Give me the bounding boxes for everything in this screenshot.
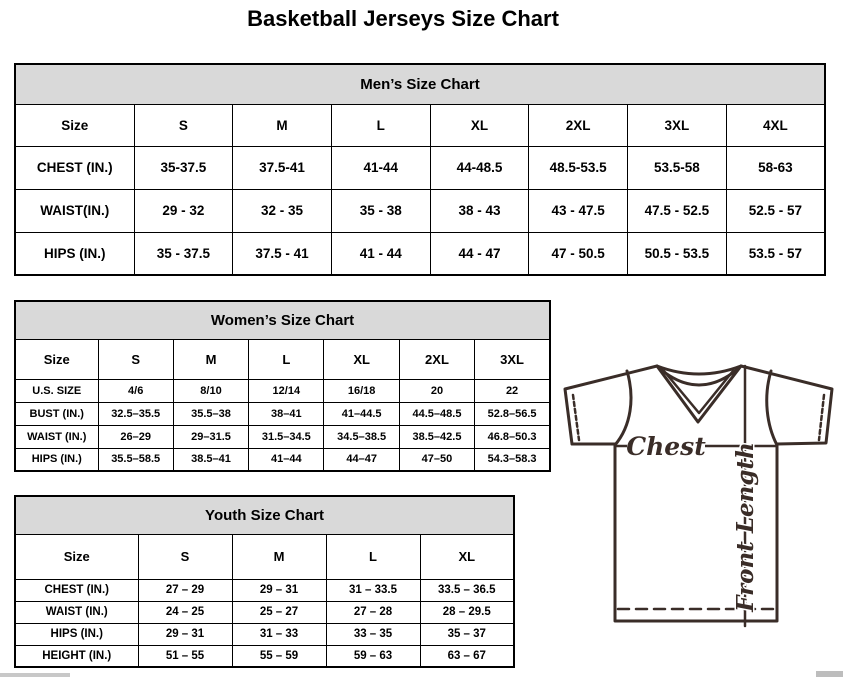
column-header-cell: 4XL bbox=[726, 104, 825, 146]
column-header-cell: XL bbox=[420, 534, 514, 579]
value-cell: 12/14 bbox=[249, 379, 324, 402]
value-cell: 29–31.5 bbox=[173, 425, 248, 448]
value-cell: 58-63 bbox=[726, 146, 825, 189]
value-cell: 38 - 43 bbox=[430, 189, 529, 232]
column-header-cell: Size bbox=[15, 104, 134, 146]
row-label-cell: U.S. SIZE bbox=[15, 379, 98, 402]
value-cell: 20 bbox=[399, 379, 474, 402]
value-cell: 35-37.5 bbox=[134, 146, 233, 189]
value-cell: 53.5 - 57 bbox=[726, 232, 825, 275]
row-label-cell: HIPS (IN.) bbox=[15, 623, 138, 645]
column-header-cell: Size bbox=[15, 534, 138, 579]
value-cell: 35 - 37.5 bbox=[134, 232, 233, 275]
value-cell: 38–41 bbox=[249, 402, 324, 425]
column-header-cell: 2XL bbox=[529, 104, 628, 146]
table-title-band: Men’s Size Chart bbox=[15, 64, 825, 104]
value-cell: 34.5–38.5 bbox=[324, 425, 399, 448]
value-cell: 55 – 59 bbox=[232, 645, 326, 667]
value-cell: 41–44 bbox=[249, 448, 324, 471]
value-cell: 32 - 35 bbox=[233, 189, 332, 232]
value-cell: 63 – 67 bbox=[420, 645, 514, 667]
value-cell: 38.5–41 bbox=[173, 448, 248, 471]
value-cell: 31.5–34.5 bbox=[249, 425, 324, 448]
value-cell: 16/18 bbox=[324, 379, 399, 402]
value-cell: 27 – 29 bbox=[138, 579, 232, 601]
value-cell: 44–47 bbox=[324, 448, 399, 471]
value-cell: 41–44.5 bbox=[324, 402, 399, 425]
value-cell: 35.5–38 bbox=[173, 402, 248, 425]
row-label-cell: HEIGHT (IN.) bbox=[15, 645, 138, 667]
page-title: Basketball Jerseys Size Chart bbox=[247, 6, 559, 31]
value-cell: 33.5 – 36.5 bbox=[420, 579, 514, 601]
value-cell: 44.5–48.5 bbox=[399, 402, 474, 425]
value-cell: 27 – 28 bbox=[326, 601, 420, 623]
jersey-outline bbox=[565, 366, 832, 621]
youth-size-table bbox=[14, 495, 515, 668]
chest-label: Chest bbox=[626, 432, 706, 461]
jersey-diagram bbox=[555, 358, 843, 670]
column-header-cell: XL bbox=[430, 104, 529, 146]
value-cell: 29 - 32 bbox=[134, 189, 233, 232]
column-header-cell: XL bbox=[324, 339, 399, 379]
column-header-cell: 3XL bbox=[475, 339, 550, 379]
value-cell: 41 - 44 bbox=[331, 232, 430, 275]
column-header-cell: S bbox=[98, 339, 173, 379]
value-cell: 52.5 - 57 bbox=[726, 189, 825, 232]
row-label-cell: BUST (IN.) bbox=[15, 402, 98, 425]
table-title-band: Youth Size Chart bbox=[15, 496, 514, 534]
value-cell: 33 – 35 bbox=[326, 623, 420, 645]
row-label-cell: CHEST (IN.) bbox=[15, 146, 134, 189]
value-cell: 8/10 bbox=[173, 379, 248, 402]
row-label-cell: WAIST(IN.) bbox=[15, 189, 134, 232]
value-cell: 22 bbox=[475, 379, 550, 402]
value-cell: 38.5–42.5 bbox=[399, 425, 474, 448]
value-cell: 52.8–56.5 bbox=[475, 402, 550, 425]
jersey-svg bbox=[555, 358, 843, 670]
column-header-cell: S bbox=[138, 534, 232, 579]
column-header-cell: M bbox=[173, 339, 248, 379]
row-label-cell: WAIST (IN.) bbox=[15, 601, 138, 623]
value-cell: 35 - 38 bbox=[331, 189, 430, 232]
value-cell: 53.5-58 bbox=[628, 146, 727, 189]
value-cell: 29 – 31 bbox=[232, 579, 326, 601]
value-cell: 4/6 bbox=[98, 379, 173, 402]
scrollbar-fragment-left[interactable] bbox=[0, 673, 70, 677]
scrollbar-fragment-right[interactable] bbox=[816, 671, 843, 677]
column-header-cell: M bbox=[233, 104, 332, 146]
womens-size-table bbox=[14, 300, 551, 472]
value-cell: 29 – 31 bbox=[138, 623, 232, 645]
value-cell: 47–50 bbox=[399, 448, 474, 471]
value-cell: 59 – 63 bbox=[326, 645, 420, 667]
value-cell: 44 - 47 bbox=[430, 232, 529, 275]
value-cell: 43 - 47.5 bbox=[529, 189, 628, 232]
column-header-cell: S bbox=[134, 104, 233, 146]
mens-size-table bbox=[14, 63, 826, 276]
row-label-cell: HIPS (IN.) bbox=[15, 232, 134, 275]
value-cell: 35.5–58.5 bbox=[98, 448, 173, 471]
row-label-cell: WAIST (IN.) bbox=[15, 425, 98, 448]
value-cell: 24 – 25 bbox=[138, 601, 232, 623]
column-header-cell: 2XL bbox=[399, 339, 474, 379]
column-header-cell: L bbox=[326, 534, 420, 579]
row-label-cell: CHEST (IN.) bbox=[15, 579, 138, 601]
value-cell: 28 – 29.5 bbox=[420, 601, 514, 623]
value-cell: 51 – 55 bbox=[138, 645, 232, 667]
column-header-cell: Size bbox=[15, 339, 98, 379]
value-cell: 44-48.5 bbox=[430, 146, 529, 189]
value-cell: 47.5 - 52.5 bbox=[628, 189, 727, 232]
value-cell: 37.5 - 41 bbox=[233, 232, 332, 275]
row-label-cell: HIPS (IN.) bbox=[15, 448, 98, 471]
value-cell: 46.8–50.3 bbox=[475, 425, 550, 448]
value-cell: 32.5–35.5 bbox=[98, 402, 173, 425]
value-cell: 37.5-41 bbox=[233, 146, 332, 189]
value-cell: 31 – 33 bbox=[232, 623, 326, 645]
front-length-label: Front Length bbox=[732, 442, 759, 612]
column-header-cell: L bbox=[249, 339, 324, 379]
table-title-band: Women’s Size Chart bbox=[15, 301, 550, 339]
column-header-cell: 3XL bbox=[628, 104, 727, 146]
value-cell: 50.5 - 53.5 bbox=[628, 232, 727, 275]
value-cell: 48.5-53.5 bbox=[529, 146, 628, 189]
value-cell: 54.3–58.3 bbox=[475, 448, 550, 471]
value-cell: 26–29 bbox=[98, 425, 173, 448]
value-cell: 41-44 bbox=[331, 146, 430, 189]
column-header-cell: M bbox=[232, 534, 326, 579]
value-cell: 35 – 37 bbox=[420, 623, 514, 645]
column-header-cell: L bbox=[331, 104, 430, 146]
value-cell: 25 – 27 bbox=[232, 601, 326, 623]
value-cell: 47 - 50.5 bbox=[529, 232, 628, 275]
value-cell: 31 – 33.5 bbox=[326, 579, 420, 601]
